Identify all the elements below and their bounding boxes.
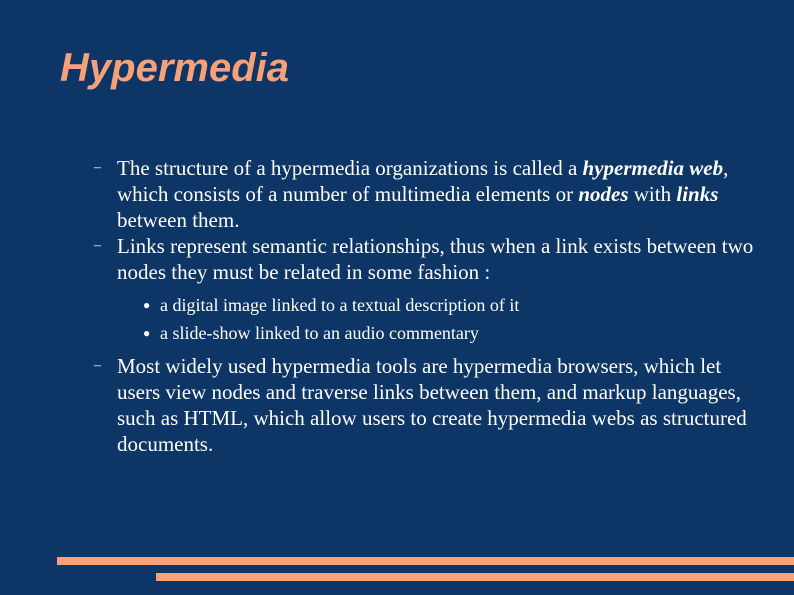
bullet-dot-icon: ● [143, 298, 151, 312]
term-hypermedia-web: hypermedia web [582, 156, 724, 180]
bullet-text: The structure of a hypermedia organizations is called a [117, 156, 583, 180]
bullet-text: with [628, 182, 677, 206]
sub-bullet-text: a slide-show linked to an audio commentary [160, 323, 479, 343]
bullet-text: , which consists of a number of multimedia elements or [117, 156, 729, 206]
dash-icon: – [94, 160, 101, 175]
bullet-text: Most widely used hypermedia tools are hypermedia browsers, which let users view nodes and traverse links between them, and markup languages, such as HTML, which allow users to create hypermedia webs as structured documents. [117, 354, 747, 456]
slide-title: Hypermedia [60, 46, 289, 90]
bullet-text: between them. [117, 208, 240, 232]
bullet-item [0, 353, 794, 457]
bullet-dot-icon: ● [143, 326, 151, 340]
sub-bullet-item [0, 319, 794, 347]
bullet-item [0, 233, 794, 285]
dash-icon: – [94, 238, 101, 253]
decorative-bar-bottom [156, 573, 794, 581]
sub-bullet-list [0, 291, 794, 347]
term-links: links [676, 182, 719, 206]
slide-body [0, 155, 794, 457]
bullet-item [0, 155, 794, 233]
sub-bullet-text: a digital image linked to a textual description of it [160, 295, 520, 315]
decorative-bar-top [57, 557, 794, 565]
term-nodes: nodes [578, 182, 629, 206]
sub-bullet-item [0, 291, 794, 319]
dash-icon: – [94, 358, 101, 373]
bullet-text: Links represent semantic relationships, thus when a link exists between two nodes they must be related in some fashion : [117, 234, 754, 284]
